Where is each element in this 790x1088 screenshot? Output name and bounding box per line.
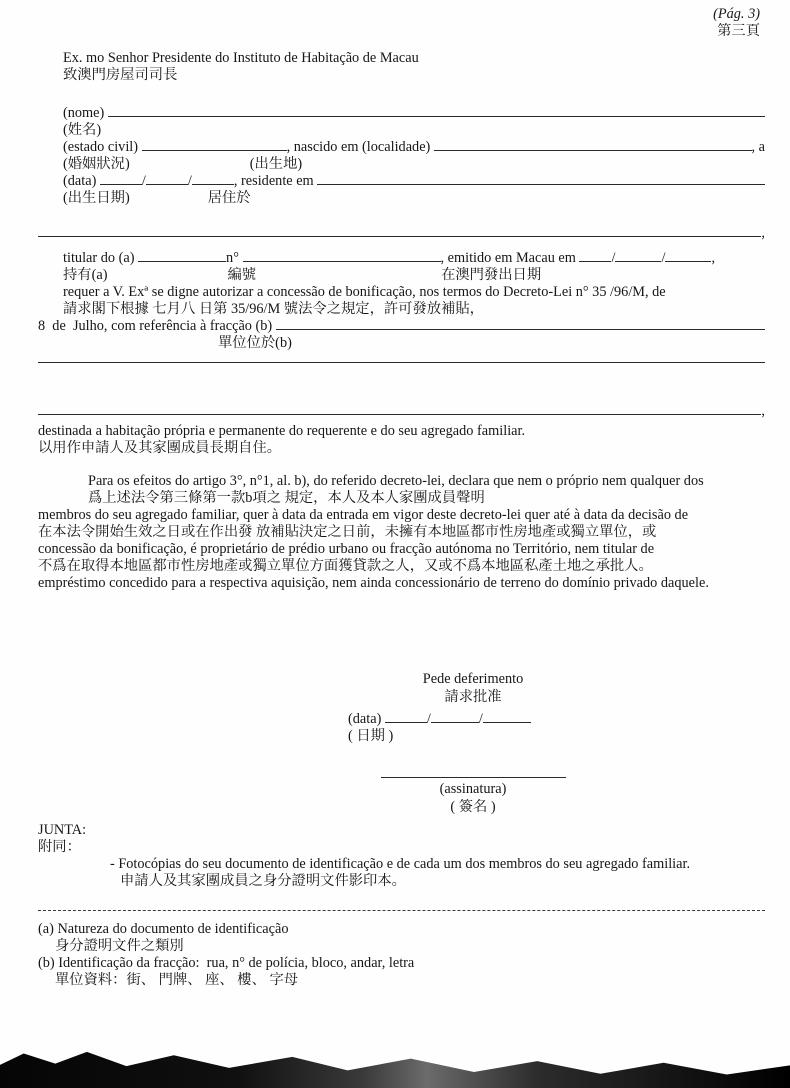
closing-data-ano-blank: [483, 720, 531, 723]
titular-row-cn: [63, 267, 765, 284]
closing-data-dia-blank: [385, 720, 427, 723]
purpose-pt: destinada a habitação própria e permanente do requerente e do seu agregado familiar.: [38, 423, 526, 439]
emissao-mes-blank: [615, 259, 661, 262]
nome-blank: [108, 114, 765, 117]
closing-data-label-cn: ( 日期 ): [348, 728, 394, 744]
nascido-em-label: , nascido em (localidade): [286, 139, 431, 155]
footnote-a-cn: 身分證明文件之類別: [55, 938, 184, 954]
residencia-continuation-blank: [38, 234, 761, 237]
footnote-b-cn: 單位資料：街、 門牌、 座、 樓、 字母: [55, 972, 299, 988]
estado-civil-blank: [142, 148, 287, 151]
nome-label-cn: (姓名): [63, 122, 102, 138]
estado-civil-label-cn: (婚姻狀況): [63, 156, 130, 172]
request-line2-row: [38, 318, 765, 335]
comma: ,: [761, 225, 765, 241]
slash: /: [661, 250, 666, 266]
localidade-label-cn: (出生地): [249, 156, 303, 172]
residente-blank: [317, 182, 765, 185]
salutation-pt: Ex. mo Senhor Presidente do Instituto de Habitação de Macau: [63, 50, 419, 66]
fraccao-continuation-blank-2: [38, 412, 761, 415]
slash: /: [141, 173, 146, 189]
numero-label: n°: [226, 250, 239, 266]
closing-data-mes-blank: [431, 720, 479, 723]
attachment-item-cn: 申請人及其家團成員之身分證明文件影印本。: [120, 873, 406, 889]
salutation-block: [63, 50, 765, 84]
emissao-ano-blank: [665, 259, 711, 262]
declaration-p3-pt: concessão da bonificação, é proprietário de prédio urbano ou fracção autónoma no Território, nem titular de: [38, 541, 655, 557]
a-suffix: , a: [751, 139, 765, 155]
identity-fields: [38, 105, 765, 989]
declaration-p3-cn: 不爲在取得本地區都市性房地產或獨立單位方面獲貸款之人，又或不爲本地區私產土地之承批人。: [38, 558, 653, 574]
request-line2-cn: 單位位於(b): [218, 335, 292, 351]
assinatura-label-pt: (assinatura): [439, 781, 507, 797]
emissao-dia-blank: [579, 259, 611, 262]
fraccao-continuation-row-2: [38, 403, 765, 420]
residente-label-cn: 居住於: [207, 190, 251, 206]
titular-label-cn: 持有(a): [63, 267, 108, 283]
data-nascimento-row: [63, 173, 765, 190]
nome-row: [63, 105, 765, 122]
footnote-b-pt: (b) Identificação da fracção: rua, n° de polícia, bloco, andar, letra: [38, 955, 415, 971]
estado-civil-row: [63, 139, 765, 156]
fraccao-continuation-row-1: [38, 360, 765, 377]
scan-artifact-band: [0, 1046, 790, 1088]
declaration-p2-cn: 在本法令開始生效之日或在作出發 放補貼決定之日前，未擁有本地區都市性房地產或獨立單位，或: [38, 524, 657, 540]
data-dia-blank: [100, 182, 142, 185]
junta-label-cn: 附同：: [38, 839, 81, 855]
declaration-p2-pt: membros do seu agregado familiar, quer à data da entrada em vigor deste decreto-lei quer até à data da decisão de: [38, 507, 689, 523]
residencia-continuation-row: [38, 225, 765, 242]
purpose-cn: 以用作申請人及其家團成員長期自住。: [38, 440, 282, 456]
footnote-a-pt: (a) Natureza do documento de identificação: [38, 921, 289, 937]
fraccao-continuation-blank-1: [38, 360, 765, 363]
localidade-blank: [434, 148, 752, 151]
request-line1-cn: 請求閣下根據 七月八 日第 35/96/M 號法令之規定，許可發放補貼，: [63, 301, 484, 317]
slash: /: [611, 250, 616, 266]
titular-label: titular do (a): [63, 250, 135, 266]
nome-row-cn: [63, 122, 765, 139]
assinatura-label-cn: ( 簽名 ): [450, 799, 496, 815]
junta-label-pt: JUNTA:: [38, 822, 87, 838]
dashed-divider: [38, 908, 765, 911]
estado-civil-row-cn: [63, 156, 765, 173]
data-nascimento-row-cn: [63, 190, 765, 207]
salutation-cn: 致澳門房屋司司長: [63, 67, 178, 83]
declaration-p1-cn: 爲上述法令第三條第一款b項之 規定，本人及本人家團成員聲明: [88, 490, 485, 506]
titular-tipo-blank: [138, 259, 226, 262]
pede-deferimento-cn: 請求批准: [444, 689, 502, 705]
nome-label: (nome): [63, 105, 105, 121]
numero-label-cn: 編號: [227, 267, 257, 283]
residente-label: , residente em: [233, 173, 314, 189]
data-mes-blank: [146, 182, 188, 185]
data-label: (data): [63, 173, 97, 189]
data-ano-blank: [192, 182, 234, 185]
numero-blank: [243, 259, 441, 262]
emitido-label-cn: 在澳門發出日期: [441, 267, 542, 283]
request-line1-pt: requer a V. Exª se digne autorizar a concessão de bonificação, nos termos do Decreto-Lei n° 35 /96/M, de: [63, 284, 666, 300]
request-line2-pt: 8 de Julho, com referência à fracção (b): [38, 318, 273, 334]
slash: /: [187, 173, 192, 189]
closing-data-row: [348, 711, 598, 728]
declaration-p1-pt: Para os efeitos do artigo 3°, n°1, al. b), do referido decreto-lei, declara que nem o próprio nem qualquer dos: [88, 473, 704, 489]
emitido-label: , emitido em Macau em: [440, 250, 576, 266]
attachment-item-pt: - Fotocópias do seu documento de identificação e de cada um dos membros do seu agregado familiar.: [110, 856, 691, 872]
closing-data-label: (data): [348, 711, 382, 727]
comma: ,: [761, 403, 765, 419]
titular-row: [63, 250, 765, 267]
data-label-cn: (出生日期): [63, 190, 130, 206]
pede-deferimento-pt: Pede deferimento: [422, 671, 524, 687]
fraccao-blank: [276, 327, 765, 330]
declaration-p4-pt: empréstimo concedido para a respectiva aquisição, nem ainda concessionário de terreno do domínio privado daquele.: [38, 575, 709, 591]
comma: ,: [711, 250, 716, 266]
slash: /: [426, 711, 431, 727]
signature-line: [381, 765, 566, 778]
request-line2-row-cn: [38, 335, 765, 352]
closing-block: [348, 670, 598, 816]
page-number-block: [713, 6, 760, 40]
page-number-cn: 第三頁: [717, 23, 760, 39]
page-number-pt: (Pág. 3): [713, 6, 760, 22]
estado-civil-label: (estado civil): [63, 139, 139, 155]
slash: /: [478, 711, 483, 727]
